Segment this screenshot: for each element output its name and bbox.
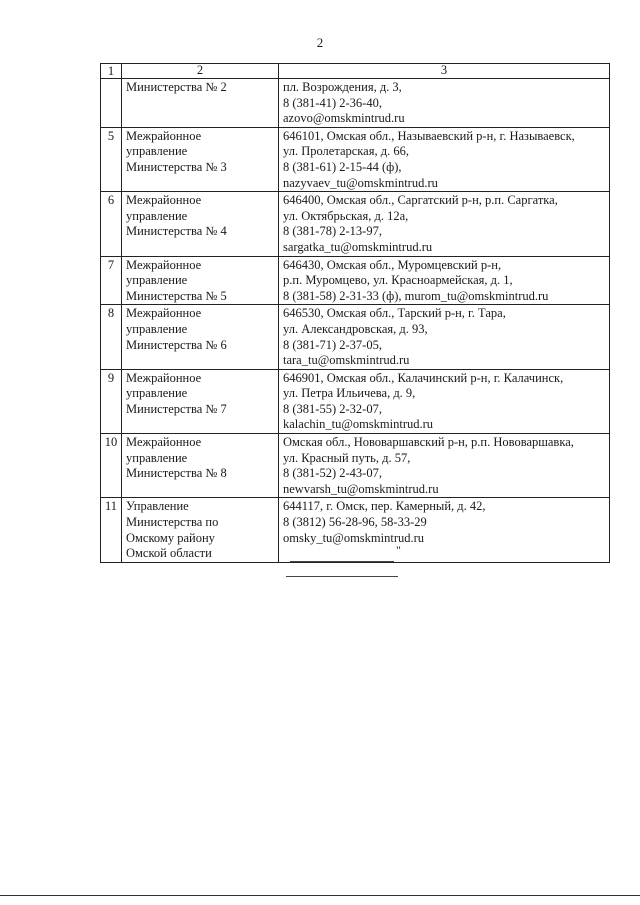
contact-line: ул. Петра Ильичева, д. 9, bbox=[283, 386, 416, 401]
department-name bbox=[122, 305, 279, 369]
table-header-row bbox=[101, 64, 610, 79]
table-row bbox=[101, 79, 610, 128]
contact-line: newvarsh_tu@omskmintrud.ru bbox=[283, 481, 439, 496]
contact-info bbox=[279, 192, 610, 256]
department-name-line: управление bbox=[126, 144, 188, 159]
department-name-line: Министерства № 4 bbox=[126, 224, 227, 239]
department-name-line: Министерства № 8 bbox=[126, 466, 227, 481]
contact-line: 8 (381-61) 2-15-44 (ф), bbox=[283, 159, 402, 174]
contact-line: ул. Александровская, д. 93, bbox=[283, 321, 428, 336]
department-name bbox=[122, 192, 279, 256]
table-row bbox=[101, 192, 610, 256]
contact-info bbox=[279, 79, 610, 128]
row-number: 6 bbox=[101, 192, 122, 256]
contact-info bbox=[279, 498, 610, 562]
department-name-line: Министерства № 5 bbox=[126, 288, 227, 303]
department-name-line: Министерства № 3 bbox=[126, 159, 227, 174]
contact-line: 8 (381-55) 2-32-07, bbox=[283, 401, 382, 416]
contact-line: 646430, Омская обл., Муромцевский р-н, bbox=[283, 257, 502, 272]
department-name-line: Омской области bbox=[126, 546, 212, 561]
department-name-line: управление bbox=[126, 321, 188, 336]
closing-quote-mark: " bbox=[396, 543, 401, 557]
department-name bbox=[122, 434, 279, 498]
department-name-line: управление bbox=[126, 208, 188, 223]
department-name-line: Межрайонное bbox=[126, 257, 202, 272]
contact-line: tara_tu@omskmintrud.ru bbox=[283, 353, 410, 368]
department-name-line: Управление bbox=[126, 499, 189, 514]
department-name-line: Министерства по bbox=[126, 515, 219, 530]
contact-line: ул. Октябрьская, д. 12а, bbox=[283, 208, 409, 223]
department-name-line: Межрайонное bbox=[126, 370, 202, 385]
department-name-line: Министерства № 7 bbox=[126, 401, 227, 416]
row-number: 8 bbox=[101, 305, 122, 369]
department-name-line: Межрайонное bbox=[126, 193, 202, 208]
row-number: 7 bbox=[101, 256, 122, 305]
contact-line: пл. Возрождения, д. 3, bbox=[283, 80, 402, 94]
department-name bbox=[122, 498, 279, 562]
contact-line: azovo@omskmintrud.ru bbox=[283, 111, 405, 126]
contact-line: 646400, Омская обл., Саргатский р-н, р.п. Саргатка, bbox=[283, 193, 558, 208]
closing-line-lower bbox=[286, 576, 398, 577]
row-number: 9 bbox=[101, 369, 122, 433]
header-col-1: 1 bbox=[101, 64, 122, 79]
department-name-line: управление bbox=[126, 450, 188, 465]
contact-line: sargatka_tu@omskmintrud.ru bbox=[283, 239, 433, 254]
contact-line: 8 (381-71) 2-37-05, bbox=[283, 337, 382, 352]
contact-line: Омская обл., Нововаршавский р-н, р.п. Нововаршавка, bbox=[283, 435, 574, 450]
row-number bbox=[101, 79, 122, 128]
table-row bbox=[101, 369, 610, 433]
row-number: 5 bbox=[101, 127, 122, 191]
department-name bbox=[122, 369, 279, 433]
contact-line: 646101, Омская обл., Называевский р-н, г. Называевск, bbox=[283, 128, 575, 143]
contact-line: ул. Красный путь, д. 57, bbox=[283, 450, 411, 465]
contact-line: 8 (3812) 56-28-96, 58-33-29 bbox=[283, 515, 427, 530]
department-name-line: Министерства № 6 bbox=[126, 337, 227, 352]
contact-line: 644117, г. Омск, пер. Камерный, д. 42, bbox=[283, 499, 486, 514]
contact-line: 8 (381-41) 2-36-40, bbox=[283, 95, 382, 110]
contact-line: ул. Пролетарская, д. 66, bbox=[283, 144, 409, 159]
departments-table-body bbox=[101, 64, 610, 563]
contact-line: 646901, Омская обл., Калачинский р-н, г. Калачинск, bbox=[283, 370, 564, 385]
contact-line: nazyvaev_tu@omskmintrud.ru bbox=[283, 175, 438, 190]
header-col-2: 2 bbox=[122, 64, 279, 79]
row-number: 10 bbox=[101, 434, 122, 498]
department-name-line: Межрайонное bbox=[126, 128, 202, 143]
table-row bbox=[101, 305, 610, 369]
table-row bbox=[101, 256, 610, 305]
department-name-line: Министерства № 2 bbox=[126, 80, 227, 94]
department-name-line: управление bbox=[126, 386, 188, 401]
department-name-line: Омскому району bbox=[126, 530, 215, 545]
closing-line-upper bbox=[290, 561, 394, 562]
departments-table bbox=[100, 63, 610, 563]
department-name bbox=[122, 127, 279, 191]
table-row bbox=[101, 127, 610, 191]
header-col-3: 3 bbox=[279, 64, 610, 79]
contact-info bbox=[279, 369, 610, 433]
page-bottom-rule bbox=[0, 895, 640, 896]
department-name bbox=[122, 256, 279, 305]
contact-line: kalachin_tu@omskmintrud.ru bbox=[283, 417, 434, 432]
row-number: 11 bbox=[101, 498, 122, 562]
contact-line: р.п. Муромцево, ул. Красноармейская, д. 1, bbox=[283, 273, 513, 288]
department-name-line: управление bbox=[126, 273, 188, 288]
contact-line: 8 (381-78) 2-13-97, bbox=[283, 224, 382, 239]
contact-info bbox=[279, 256, 610, 305]
page-number: 2 bbox=[316, 35, 324, 50]
contact-line: 8 (381-52) 2-43-07, bbox=[283, 466, 382, 481]
table-row bbox=[101, 434, 610, 498]
department-name-line: Межрайонное bbox=[126, 306, 202, 321]
contact-line: 646530, Омская обл., Тарский р-н, г. Тара, bbox=[283, 306, 506, 321]
contact-info bbox=[279, 434, 610, 498]
department-name-line: Межрайонное bbox=[126, 435, 202, 450]
contact-info bbox=[279, 127, 610, 191]
contact-line: omsky_tu@omskmintrud.ru bbox=[283, 530, 425, 545]
table-row bbox=[101, 498, 610, 562]
contact-info bbox=[279, 305, 610, 369]
department-name bbox=[122, 79, 279, 128]
contact-line: 8 (381-58) 2-31-33 (ф), murom_tu@omskmintrud.ru bbox=[283, 288, 549, 303]
